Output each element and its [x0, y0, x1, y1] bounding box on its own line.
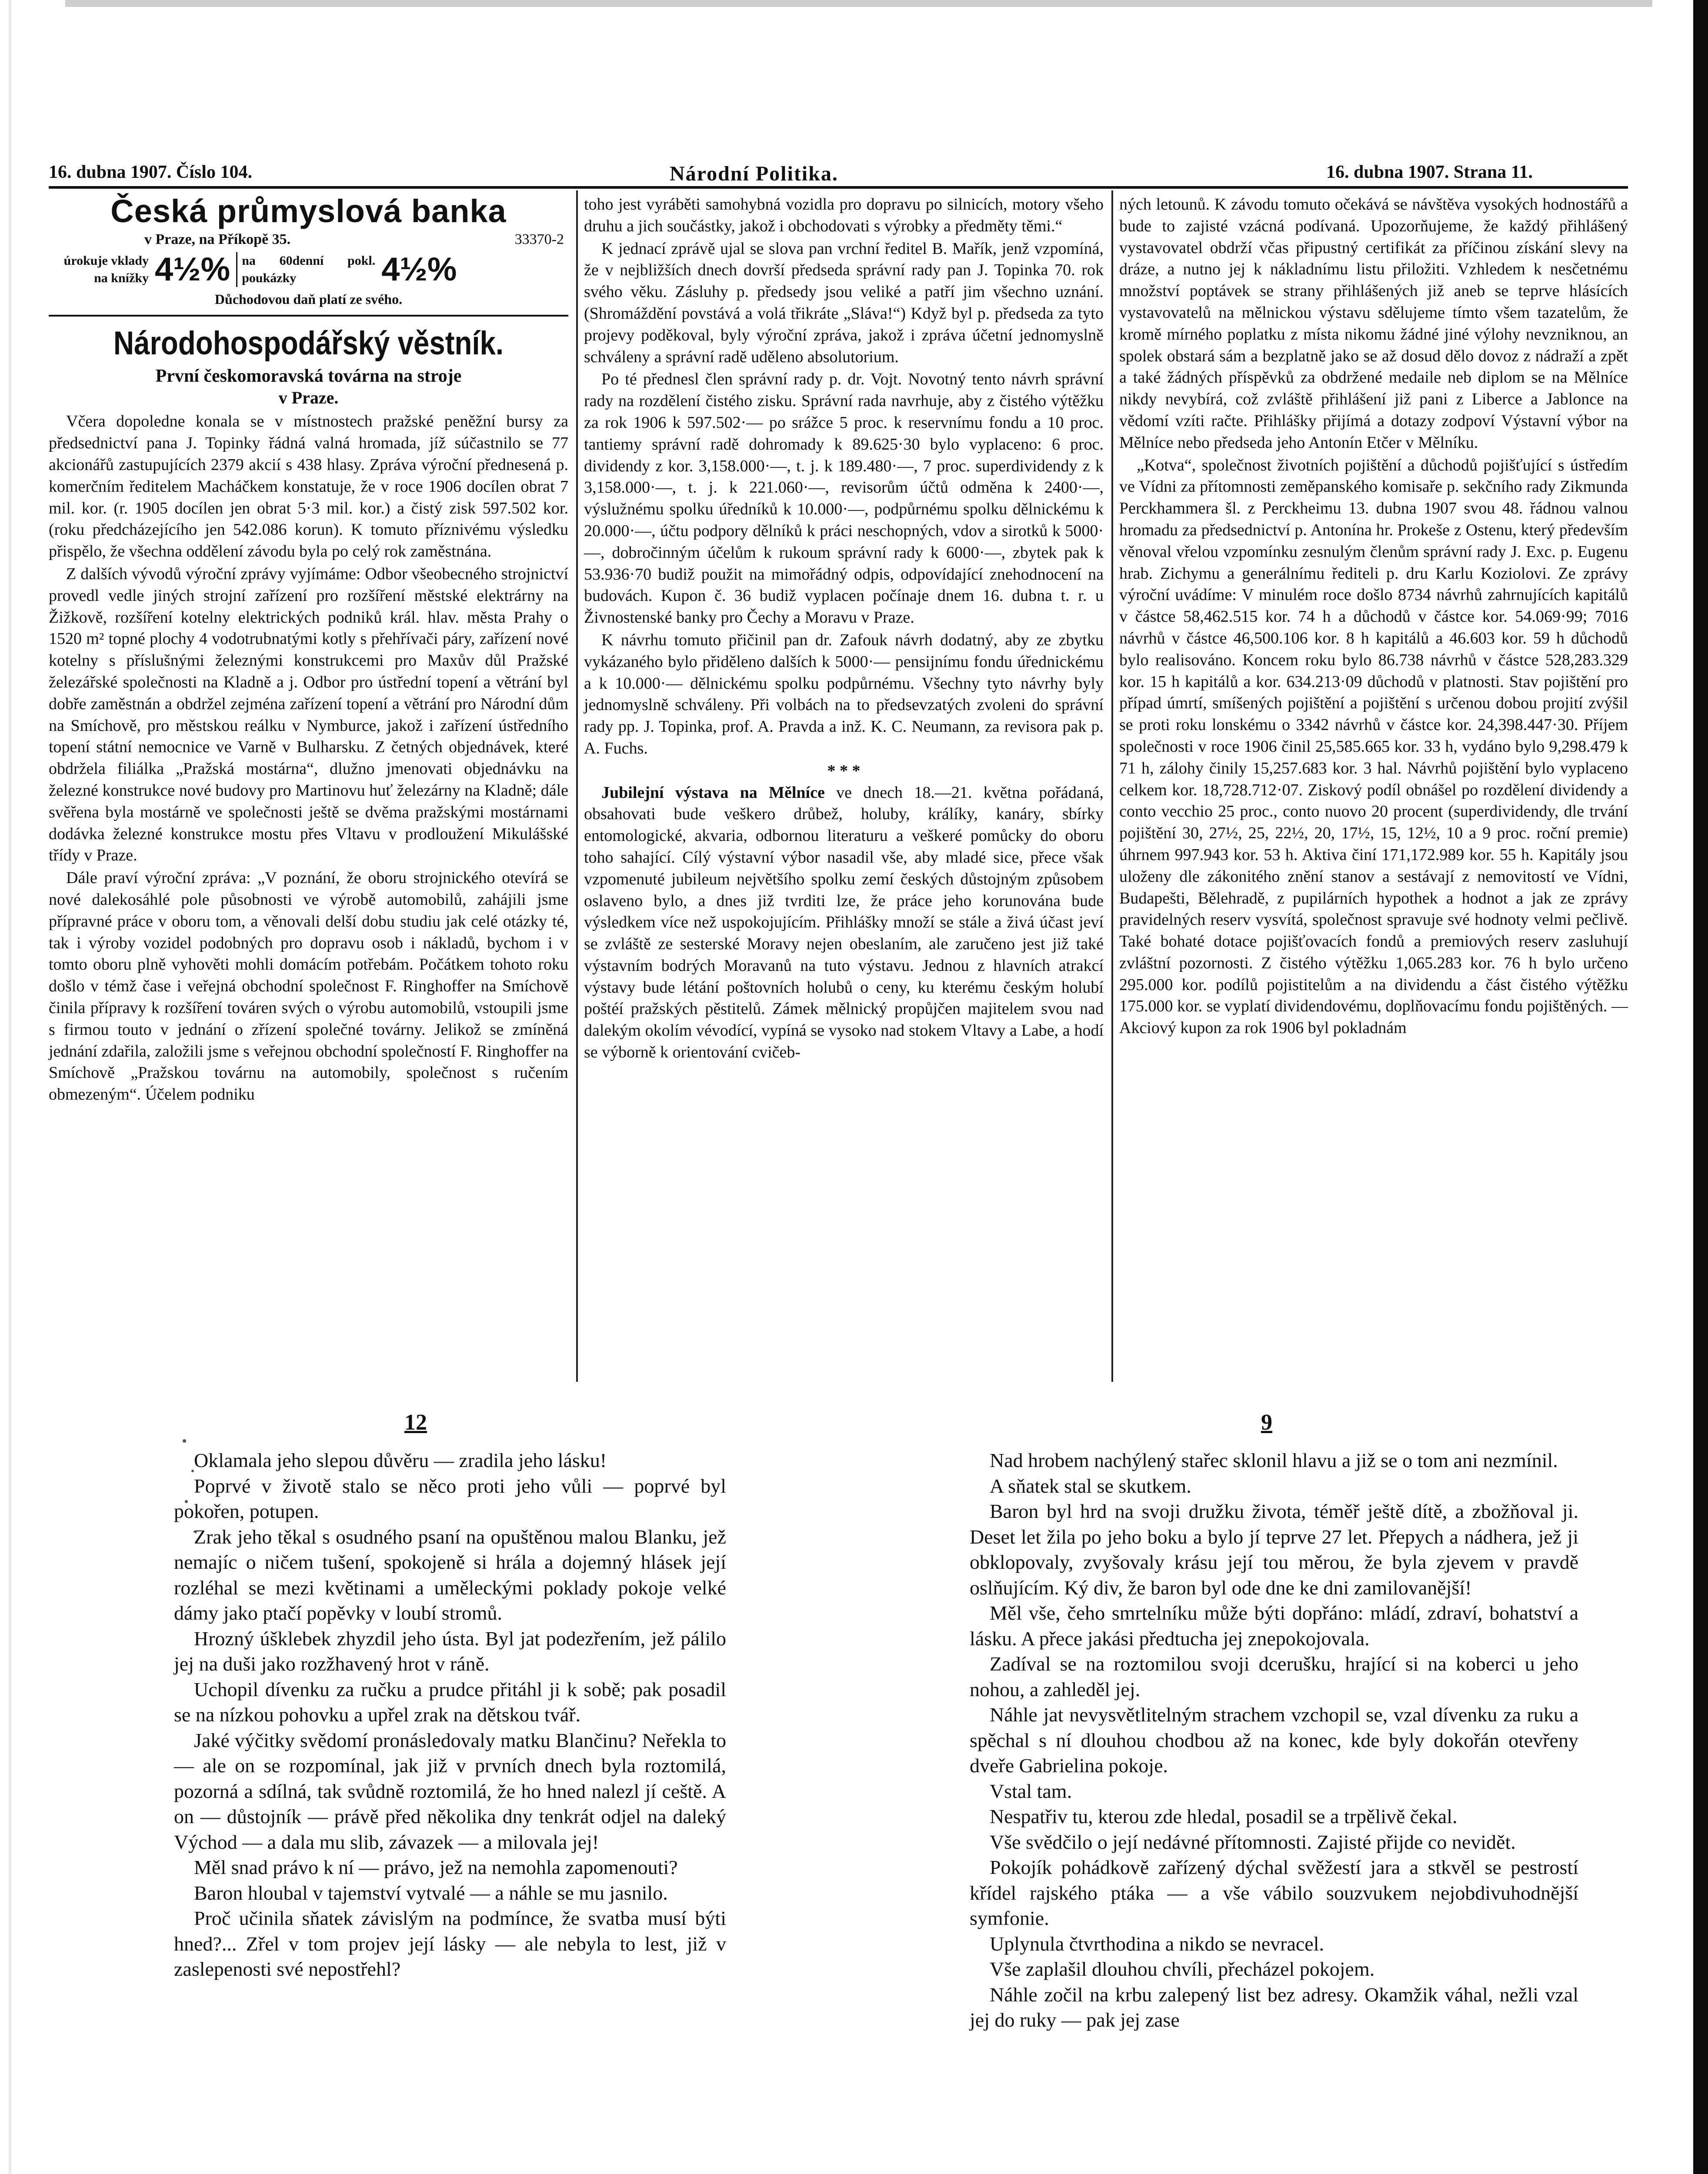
book-paragraph: Měl vše, čeho smrtelníku může býti dopřáno: mládí, zdraví, bohatství a lásku. A přece jakási předtucha jej znepokojovala.: [970, 1602, 1578, 1650]
header-date-left: 16. dubna 1907. Číslo 104.: [49, 162, 252, 182]
column-divider: [1111, 190, 1113, 1382]
book-paragraph: Vše zaplašil dlouhou chvíli, přecházel pokojem.: [990, 1958, 1375, 1980]
column-3: [1119, 194, 1628, 1040]
book-paragraph: Hrozný úšklebek zhyzdil jeho ústa. Byl jat podezřením, jež pálilo jej na duši jako rozžhavený hrot v ráně.: [174, 1627, 726, 1675]
book-paragraph: Nespatřiv tu, kterou zde hledal, posadil se a trpělivě čekal.: [990, 1805, 1458, 1827]
book-paragraph: Oklamala jeho slepou důvěru — zradila jeho lásku!: [194, 1449, 607, 1471]
book-paragraph: Pokojík pohádkově zařízený dýchal svěžestí jara a stkvěl se pestrostí křídel rajského ptáka — a vše vábilo souzvukem nejobdivuhodnější symfonie.: [970, 1856, 1578, 1929]
book-paragraph: Náhle zočil na krbu zalepený list bez adresy. Okamžik váhal, nežli vzal jej do ruky — pak jej zase: [970, 1983, 1578, 2031]
article-paragraph: Dále praví výroční zpráva: „V poznání, že oboru strojnického otevírá se nové dalekosáhlé pole působnosti ve výrobě automobilů, zahájili jsme přípravné práce v oboru tom, a věnovali delší dobu studiu jak celé otázky té, tak i výroby vozidel podobných pro dopravu osob i nákladů, bychom i v tomto oboru plně vyhověti mohli domácím potřebám. Počátkem tohoto roku došlo v témž čase i veřejná obchodní společnost F. Ringhoffer na Smíchově činila přípravy k rozšíření továren svých o výrobu automobilů, vstoupili jsme s firmou touto v jednání o zřízení společné továrny. Jelikož se zmíněná jednání zdařila, založili jsme s veřejnou obchodní společností F. Ringhoffer na Smíchově „Pražskou továrnu na automobily, společnost s ručením obmezeným“. Účelem podniku: [49, 869, 568, 1104]
book-paragraph: Vstal tam.: [990, 1780, 1072, 1802]
book-page-number-left: 12: [404, 1410, 427, 1435]
column-2: [584, 194, 1104, 1064]
book-paragraph: Měl snad právo k ní — právo, jež na nemohla zapomenouti?: [194, 1856, 678, 1878]
right-scan-edge: [1693, 0, 1708, 2174]
left-scan-edge: [9, 0, 11, 2174]
book-paragraph: Zadíval se na roztomilou svoji dcerušku, hrající si na koberci u jeho nohou, a zahleděl jej.: [970, 1653, 1578, 1701]
article-paragraph: Po té přednesl člen správní rady p. dr. Vojt. Novotný tento návrh správní rady na rozdělení čistého zisku. Správní rada navrhuje, aby z čistého výtěžku za rok 1906 k 597.502·— po srážce 5 proc. k reservnímu fondu a 10 proc. tantiemy správní radě dohromady k 89.625·30 bylo vyplaceno: 6 proc. dividendy z kor. 3,158.000·—, t. j. k 189.480·—, 7 proc. superdividendy z k 3,158.000·—, t. j. k 221.060·—, revisorům účtů odměna k 2400·—, výslužnému spolku úředníků k 10.000·—, podpůrnému spolku dělnickému k 20.000·—, účtu podpory dělníků k práci neschopných, vdov a sirotků k 5000·—, dobročinným účelům k rukoum správní rady k 6000·—, zbytek pak k 53.936·70 budiž použit na mimořádný odpis, odpovídající znehodnocení na budovách. Kupon č. 36 budiž vyplacen počínaje dnem 16. dubna t. r. u Živnostenské banky pro Čechy a Moravu v Praze.: [584, 370, 1104, 627]
book-paragraph: Vše svědčilo o její nedávné přítomnosti. Zajisté přijde co nevidět.: [990, 1831, 1516, 1853]
article-paragraph: ných letounů. K závodu tomuto očekává se návštěva vysokých hodnostářů a bude to zajisté vzácná podívaná. Upozorňujeme, že každý přihlášený vystavovatel obdrží včas připustný certifikát za příčinou získání slevy na dráze, a nutno jej k nákladnímu listu přiložiti. Vzhledem k nesčetnému množství poptávek se strany přihlášených již aneb se teprve hlásících vystavovatelů na mělnickou výstavu sdělujeme tímto všem tazatelům, že kromě mírného poplatku z místa nikomu žádné jiné výlohy nevzniknou, an spolek obstará sám a bezplatně jako se až dosud dělo dovoz z nádraží a zpět a také žádných příspěvků za obdržené medaile neb diplom se na Mělníce nikdy nevybírá, což zvláště přihlášení již pani z Liberce a Jablonce na vědomí vzíti račte. Přihlášky přijímá a dotazy zodpoví Výstavní výbor na Mělníce nebo předseda jeho Antonín Etčer v Mělníku.: [1119, 195, 1628, 452]
article-paragraph: K návrhu tomuto přičinil pan dr. Zafouk návrh dodatný, aby ze zbytku vykázaného bylo přiděleno dalších k 5000·— pensijnímu fondu úřednickému a k 10.000·— dělnickému spolku podpůrnému. Všechny tyto návrhy byly jednomyslně schváleny. Při volbách na to předsevzatých zvoleni do správní rady pp. J. Topinka, prof. A. Pravda a inž. K. C. Neumann, za revisora pak p. A. Fuchs.: [584, 630, 1104, 757]
article-title: První českomoravská továrna na stroje: [155, 366, 462, 386]
scan-speck: [183, 1439, 186, 1443]
book-paragraph: Náhle jat nevysvětlitelným strachem vzchopil se, vzal dívenku za ruku a spěchal s ní dlouhou chodbou až na konec, kde byly dokořán otevřeny dveře Gabrielina pokoje.: [970, 1704, 1578, 1777]
column-divider: [576, 190, 578, 1382]
rate-a-value: 4½%: [155, 250, 230, 288]
article-place: v Praze.: [278, 387, 339, 407]
bank-rates: [49, 252, 568, 287]
header-date-right: 16. dubna 1907. Strana 11.: [1326, 162, 1533, 182]
exhibit-paragraph: [584, 782, 1104, 1064]
book-paragraph: Poprvé v životě stalo se něco proti jeho vůli — poprvé byl pokořen, potupen.: [174, 1474, 726, 1522]
book-paragraph: Baron byl hrd na svoji družku života, téměř ještě dítě, a zbožňoval ji. Deset let žila po jeho boku a bylo jí teprve 27 let. Přepych a nádhera, jež ji obklopovaly, zvyšovaly krásu její tou měrou, že byla zjevem v pravdě oslňujícím. Ký div, že baron byl ode dne ke dni zamilovanější!: [970, 1500, 1578, 1599]
book-paragraph: Uchopil dívenku za ručku a prudce přitáhl ji k sobě; pak posadil se na nízkou pohovku a upřel zrak na dětskou tvář.: [174, 1678, 726, 1726]
section-heading-vestnik: Národohospodářský věstník.: [113, 324, 504, 362]
rate-b-value: 4½%: [381, 250, 457, 288]
header-rule: [49, 186, 1628, 189]
bank-code: 33370-2: [514, 231, 564, 247]
top-scan-edge: [65, 0, 1652, 7]
article-paragraph: „Kotva“, společnost životních pojištění a důchodů pojišťující s ústředím ve Vídni za přítomnosti zeměpanského komisaře p. sekčního rady Zikmunda Perckhammera šl. z Perckheimu 13. dubna 1907 svou 48. řádnou valnou hromadu za předsednictví p. Antonína hr. Prokeše z Ostenu, který především věnoval vřelou vzpomínku zesnulým členům správní rady J. Exc. p. Eugenu hrab. Zichymu a generálnímu řediteli p. dru Karlu Koziolovi. Ze zprávy výroční uvádíme: V minulém roce došlo 8734 návrhů zahrnujících kapitálů v částce 58,462.515 kor. 74 h a důchodů v částce kor. 54.069·99; 7016 návrhů v částce 46,500.106 kor. 8 h kapitálů a 46.603 kor. 59 h důchodů bylo realisováno. Koncem roku bylo 86.738 návrhů v částce 528,283.329 kor. 15 h kapitálů a kor. 634.213·09 důchodů v platnosti. Stav pojištění pro případ úmrtí, smíšených pojištění a pojištění s určenou dobou projití zvýšil se proti roku lonskému o 3342 návrhů v částce kor. 24,398.447·30. Příjem společnosti v roce 1906 činil 25,585.665 kor. 33 h, vydáno bylo 9,298.479 k 71 h, zálohy činily 15,257.683 kor. 3 hal. Návrhů pojištění bylo vyplaceno celkem kor. 18,728.712·07. Ziskový podíl obnášel po rozdělení dividendy a conto vecchio 25 proc., conto nuovo 20 procent (superdividendy, dle trvání pojištění 30, 27½, 25, 22½, 20, 17½, 15, 12½, 10 a 9 proc. roční premie) úhrnem 997.943 kor. 53 h. Aktiva činí 171,172.989 kor. 55 h. Kapitály jsou uloženy dle zákonitého znění stanov a sestávají z nemovitostí ve Vídni, Budapešti, Bělehradě, z pupilárních hypothek a hodnot a jak ze zprávy pravidelných reserv vysvítá, společnost spravuje své hodnoty velmi pečlivě. Také bohaté dotace pojišťovacích fondů a premiových reserv zasluhují zvláštní pozornosti. Z čistého výtěžku 1,065.283 kor. 76 h bylo určeno 295.000 kor. podílů pojistitelům a na dividendu a část čistého výtěžku 175.000 kor. se vyplatí dividendovému, doplňovacímu fondu pojištěných. — Akciový kupon za rok 1906 byl pokladnám: [1119, 456, 1628, 1037]
book-page-left: [174, 1448, 726, 1982]
exhibit-text: ve dnech 18.—21. května pořádaná, obsahovati bude veškero drůbež, holuby, králíky, kanáry, sbírky entomologické, akvaria, odbornou literaturu a veškeré pomůcky do oboru toho sahající. Cílý výstavní výbor nasadil vše, aby mladé sice, přece však vzpomenuté jubileum největšího spolku zemí českých důstojným způsobem oslaveno bylo, a dnes již tvrditi lze, že práce jeho korunována bude výsledkem více než uspokojujícím. Přihlášky množí se stále a živá účast jeví se zvláště ze sesterské Moravy nejen obeslaním, ale zaručeno jest již také výstavním bodrých Moravanů na tuto výstavu. Jednou z hlavních atrakcí výstavy bude létání poštovních holubů o ceny, ku kterému českým holubí poštéí pražských pěstitelů. Zámek mělnický propůjčen majitelem svou nad dalekým okolím vévodící, vypíná se vysoko nad stokem Vltavy a Labe, a hodí se výborně k orientování cvičeb-: [584, 783, 1104, 1062]
article-paragraph: Včera dopoledne konala se v místnostech pražské peněžní bursy za předsednictví pana J. Topinky řádná valná hromada, jíž súčastnilo se 77 akcionářů zastupujících 2379 akcií s 438 hlasy. Zpráva výroční přednesená p. komerčním ředitelem Macháčkem konstatuje, že v roce 1906 docílen obrat 7 mil. kor. (r. 1905 docílen jen obrat 5·3 mil. kor.) a čistý zisk 597.502 kor. (roku předcházejícího jen 542.086 korun). K tomuto příznivému výsledku přispělo, že všechna oddělení závodu byla po celý rok zaměstnána.: [49, 412, 568, 561]
book-paragraph: Uplynula čtvrthodina a nikdo se nevracel.: [990, 1932, 1324, 1955]
column-1: [49, 194, 568, 1107]
rate-b-label: na 60denní pokl. poukázky: [236, 252, 375, 287]
book-paragraph: Baron hloubal v tajemství vytvalé — a náhle se mu jasnilo.: [194, 1881, 668, 1904]
article-paragraph: K jednací zprávě ujal se slova pan vrchní ředitel B. Mařík, jenž vzpomíná, že v nejbližších dnech dovrší předseda správní rady pan J. Topinka 70. rok svého věku. Zásluhy p. předsedy jsou veliké a patří jim všechno uznání. (Shromáždění povstává a volá třikráte „Sláva!“) Když byl p. předseda za tyto projevy poděkoval, byly výroční zpráva, jakož i zpráva účetní jednomyslně schváleny a správní radě uděleno absolutorium.: [584, 239, 1104, 366]
book-paragraph: Proč učinila sňatek závislým na podmínce, že svatba musí býti hned?... Zřel v tom projev její lásky — ale nebyla to lest, již v zaslepenosti své nepostřehl?: [174, 1907, 726, 1980]
article-paragraph: Z dalších vývodů výroční zprávy vyjímáme: Odbor všeobecného strojnictví provedl vedle jiných strojní zařízení pro rozšíření městské elektrárny na Žižkově, rozšíření kotelny elektrických podniků král. hlav. města Prahy o 1520 m² topné plochy 4 vodotrubnatými kotly s přehřívači páry, zařízení nové kotelny s příslušnými železnými konstrukcemi pro Maxův důl Pražské železářské společnosti na Kladně a j. Odbor pro ústřední topení a větrání byl dobře zaměstnán a obdržel zejména zařízení topení a větrání pro Národní dům na Smíchově, pro městskou reálku v Nymburce, jakož i zařízení ústředního topení státní nemocnice ve Varně v Bulharsku. Z četných objednávek, které obdržela filiálka „Pražská mostárna“, dlužno jmenovati objednávku na železné konstrukce nové budovy pro Martinovu huť železárny na Kladně; dále svěřena byla mostárně ve společnosti ještě se dvěma pražskými mostárnami dodávka železné konstrukce mostu přes Vltavu v prodloužení Mikulášské třídy v Praze.: [49, 564, 568, 865]
bank-address-row: [49, 229, 568, 250]
book-paragraph: Zrak jeho těkal s osudného psaní na opuštěnou malou Blanku, jež nemajíc o ničem tušení, spokojeně si hrála a dojemný hlásek její rozléhal se mezi květinami a uměleckými poklady pokoje velké dámy jako ptačí popěvky v loubí stromů.: [174, 1525, 726, 1624]
book-page-number-right: 9: [1261, 1410, 1272, 1435]
bank-tax-note: Důchodovou daň platí ze svého.: [49, 289, 568, 317]
exhibit-lead: Jubilejní výstava na Mělníce: [601, 783, 825, 802]
book-paragraph: Nad hrobem nachýlený stařec sklonil hlavu a již se o tom ani nezmínil.: [990, 1449, 1558, 1471]
rate-a-label: úrokuje vklady na knížky: [63, 253, 149, 285]
section-separator: * * *: [827, 761, 861, 780]
book-page-right: [970, 1448, 1578, 2033]
article-paragraph: toho jest vyráběti samohybná vozidla pro dopravu po silnicích, motory všeho druhu a jich součástky, jakož i obchodovati s výrobky a předměty těmi.“: [584, 195, 1104, 235]
book-paragraph: A sňatek stal se skutkem.: [990, 1474, 1191, 1497]
bank-address: v Praze, na Příkopě 35.: [144, 231, 291, 247]
book-paragraph: Jaké výčitky svědomí pronásledovaly matku Blančinu? Neřekla to — ale on se rozpomínal, jak již v prvních dnech byla roztomilá, pozorná a sdílná, tak svůdně roztomilá, že ho hned nalezl jí ceště. A on — důstojník — právě před několika dny tenkrát odjel na daleký Východ — a dala mu slib, závazek — a milovala jej!: [174, 1729, 726, 1853]
bank-title: Česká průmyslová banka: [110, 193, 507, 229]
header-masthead: Národní Politika.: [670, 162, 838, 185]
